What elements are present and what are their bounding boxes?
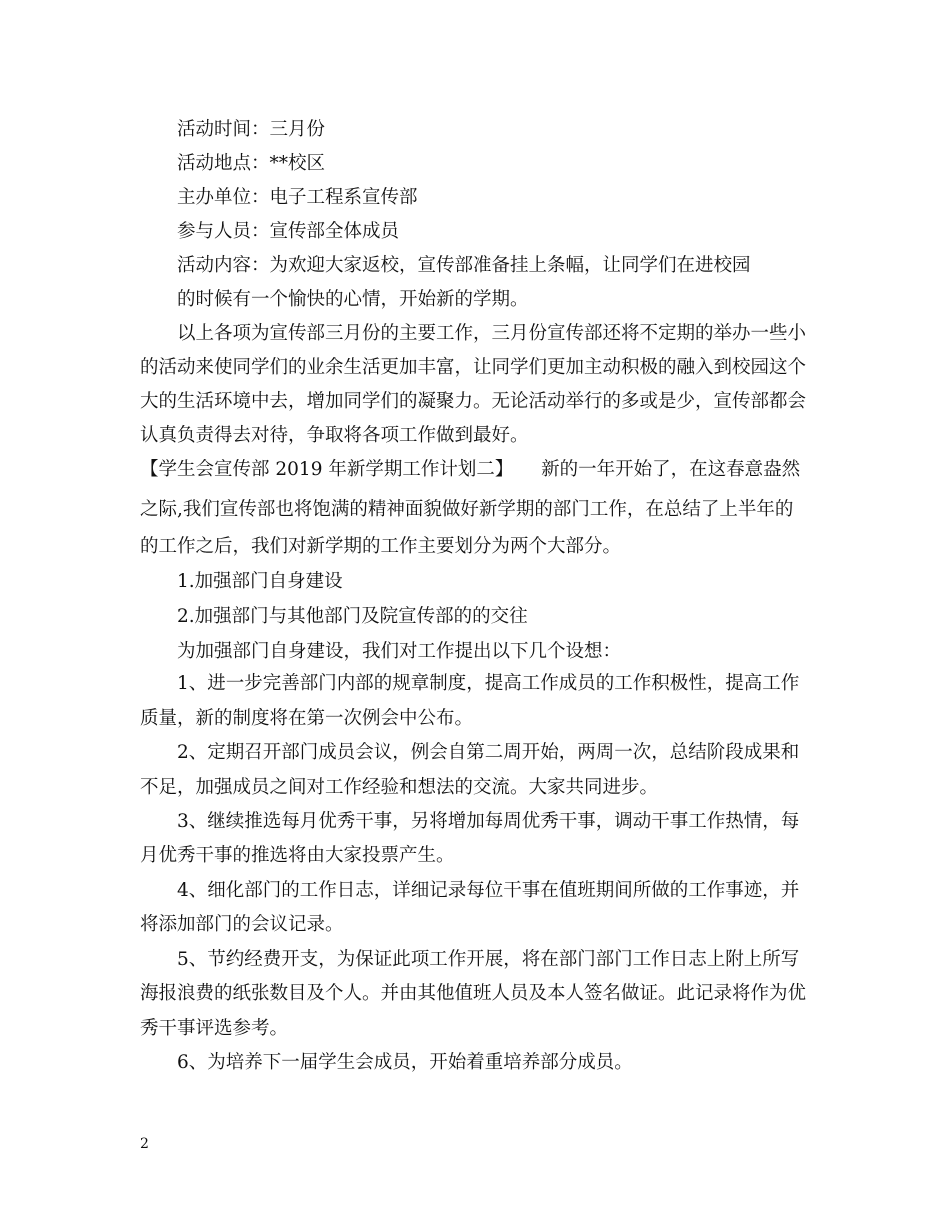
paragraph-line: 质量，新的制度将在第一次例会中公布。: [140, 708, 474, 729]
list-item: 3、继续推选每月优秀干事，另将增加每周优秀干事，调动干事工作热情，每: [177, 811, 800, 832]
paragraph-line: 不足，加强成员之间对工作经验和想法的交流。大家共同进步。: [140, 777, 659, 798]
paragraph-line: 认真负责得去对待，争取将各项工作做到最好。: [140, 425, 529, 446]
paragraph-line: 主办单位：电子工程系宣传部: [177, 187, 418, 208]
paragraph-line: 月优秀干事的推选将由大家投票产生。: [140, 845, 455, 866]
paragraph-line: 为加强部门自身建设，我们对工作提出以下几个设想：: [177, 641, 622, 662]
paragraph-line: 将添加部门的会议记录。: [140, 914, 344, 935]
list-item: 1.加强部门自身建设: [177, 571, 343, 592]
paragraph-line: 活动地点：**校区: [177, 153, 326, 174]
list-item: 2、定期召开部门成员会议，例会自第二周开始，两周一次，总结阶段成果和: [177, 742, 800, 763]
paragraph-line: 秀干事评选参考。: [140, 1018, 289, 1039]
page-number: 2: [140, 1136, 149, 1152]
paragraph-line: 的活动来使同学们的业余生活更加丰富，让同学们更加主动积极的融入到校园这个: [140, 357, 807, 378]
paragraph-line: 的工作之后，我们对新学期的工作主要划分为两个大部分。: [140, 536, 622, 557]
paragraph-line: 以上各项为宣传部三月份的主要工作，三月份宣传部还将不定期的举办一些小: [177, 323, 807, 344]
list-item: 5、节约经费开支，为保证此项工作开展，将在部门部门工作日志上附上所写: [177, 949, 800, 970]
list-item: 6、为培养下一届学生会成员，开始着重培养部分成员。: [177, 1052, 633, 1073]
paragraph-line: 大的生活环境中去，增加同学们的凝聚力。无论活动举行的多或是少，宣传部都会: [140, 391, 807, 412]
list-item: 1、进一步完善部门内部的规章制度，提高工作成员的工作积极性，提高工作: [177, 673, 800, 694]
section-heading-line: 【学生会宣传部 2019 年新学期工作计划二】 新的一年开始了，在这春意盎然: [140, 459, 801, 480]
paragraph-line: 的时候有一个愉快的心情，开始新的学期。: [177, 289, 529, 310]
paragraph-line: 活动内容：为欢迎大家返校，宣传部准备挂上条幅，让同学们在进校园: [177, 255, 751, 276]
paragraph-line: 海报浪费的纸张数目及个人。并由其他值班人员及本人签名做证。此记录将作为优: [140, 983, 807, 1004]
list-item: 2.加强部门与其他部门及院宣传部的的交往: [177, 606, 528, 627]
paragraph-line: 之际,我们宣传部也将饱满的精神面貌做好新学期的部门工作，在总结了上半年的: [140, 499, 794, 520]
paragraph-line: 参与人员：宣传部全体成员: [177, 221, 400, 242]
list-item: 4、细化部门的工作日志，详细记录每位干事在值班期间所做的工作事迹，并: [177, 880, 800, 901]
paragraph-line: 活动时间：三月份: [177, 119, 326, 140]
